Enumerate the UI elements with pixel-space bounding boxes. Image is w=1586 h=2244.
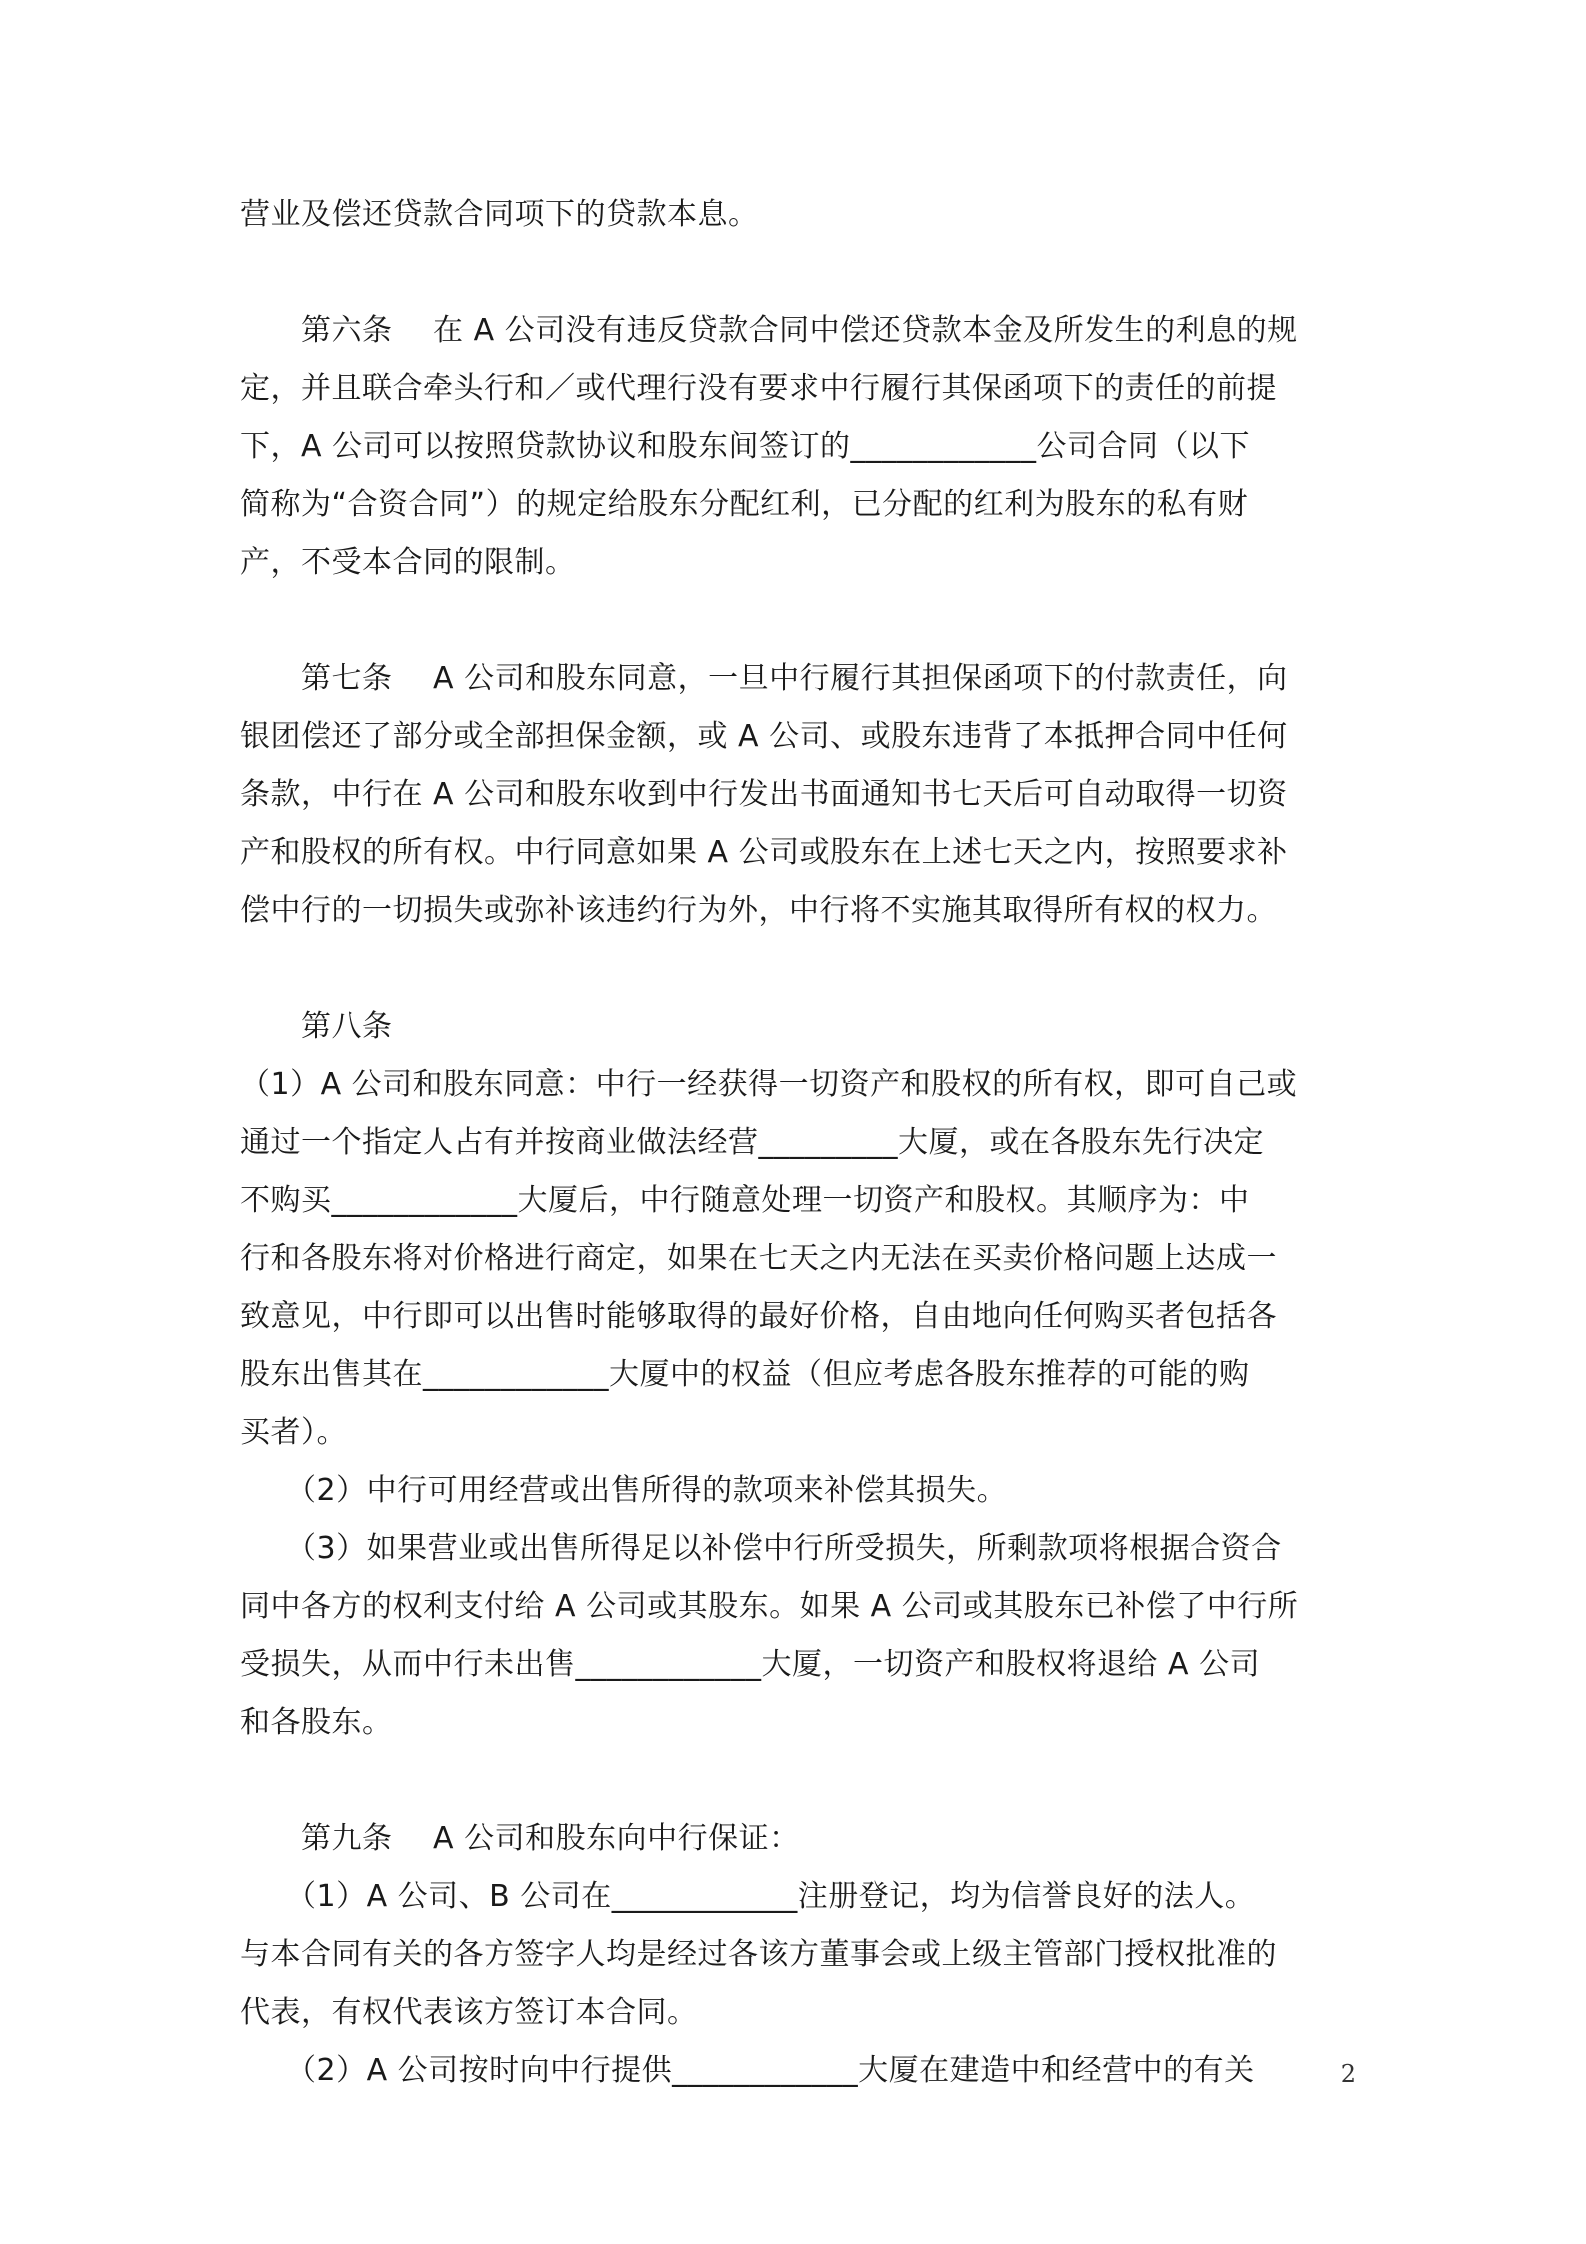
text-line: 简称为“合资合同”）的规定给股东分配红利，已分配的红利为股东的私有财 xyxy=(240,487,1249,522)
text-line: 受损失，从而中行未出售____________大厦，一切资产和股权将退给 A 公司 xyxy=(240,1647,1261,1682)
text-line: 通过一个指定人占有并按商业做法经营_________大厦，或在各股东先行决定 xyxy=(240,1125,1264,1160)
page-number: 2 xyxy=(1340,2060,1356,2088)
text-line: 第七条 A 公司和股东同意，一旦中行履行其担保函项下的付款责任，向 xyxy=(240,661,1288,696)
blank-line xyxy=(240,1752,1345,1810)
text-line: （1）A 公司、B 公司在____________注册登记，均为信誉良好的法人。 xyxy=(240,1879,1256,1914)
text-line: （2）A 公司按时向中行提供____________大厦在建造中和经营中的有关 xyxy=(240,2053,1255,2088)
text-line: 行和各股东将对价格进行商定，如果在七天之内无法在买卖价格问题上达成一 xyxy=(240,1241,1277,1276)
text-line: 和各股东。 xyxy=(240,1705,393,1740)
text-line: 营业及偿还贷款合同项下的贷款本息。 xyxy=(240,197,759,232)
text-line: 不购买____________大厦后，中行随意处理一切资产和股权。其顺序为：中 xyxy=(240,1183,1250,1218)
text-line: （2）中行可用经营或出售所得的款项来补偿其损失。 xyxy=(240,1473,1008,1508)
text-line: 致意见，中行即可以出售时能够取得的最好价格，自由地向任何购买者包括各 xyxy=(240,1299,1277,1334)
text-line: 第六条 在 A 公司没有违反贷款合同中偿还贷款本金及所发生的利息的规 xyxy=(240,313,1298,348)
text-line: 股东出售其在____________大厦中的权益（但应考虑各股东推荐的可能的购 xyxy=(240,1357,1250,1392)
text-line: （1）A 公司和股东同意：中行一经获得一切资产和股权的所有权，即可自己或 xyxy=(240,1067,1298,1102)
text-line: 银团偿还了部分或全部担保金额，或 A 公司、或股东违背了本抵押合同中任何 xyxy=(240,719,1288,754)
text-line: 买者）。 xyxy=(240,1415,347,1450)
blank-line xyxy=(240,592,1345,650)
text-line: 条款，中行在 A 公司和股东收到中行发出书面通知书七天后可自动取得一切资 xyxy=(240,777,1288,812)
text-line: 代表，有权代表该方签订本合同。 xyxy=(240,1995,698,2030)
text-line: 与本合同有关的各方签字人均是经过各该方董事会或上级主管部门授权批准的 xyxy=(240,1937,1277,1972)
text-line: 第九条 A 公司和股东向中行保证： xyxy=(240,1821,800,1856)
text-line: 同中各方的权利支付给 A 公司或其股东。如果 A 公司或其股东已补偿了中行所 xyxy=(240,1589,1299,1624)
text-line: 定，并且联合牵头行和／或代理行没有要求中行履行其保函项下的责任的前提 xyxy=(240,371,1277,406)
text-line: 偿中行的一切损失或弥补该违约行为外，中行将不实施其取得所有权的权力。 xyxy=(240,893,1277,928)
document-body xyxy=(240,186,1345,2100)
blank-line xyxy=(240,244,1345,302)
blank-line xyxy=(240,940,1345,998)
article-heading: 第八条 xyxy=(240,1009,393,1044)
text-line: （3）如果营业或出售所得足以补偿中行所受损失，所剩款项将根据合资合 xyxy=(240,1531,1282,1566)
text-line: 下，A 公司可以按照贷款协议和股东间签订的____________公司合同（以下 xyxy=(240,429,1251,464)
text-line: 产和股权的所有权。中行同意如果 A 公司或股东在上述七天之内，按照要求补 xyxy=(240,835,1288,870)
text-line: 产，不受本合同的限制。 xyxy=(240,545,576,580)
